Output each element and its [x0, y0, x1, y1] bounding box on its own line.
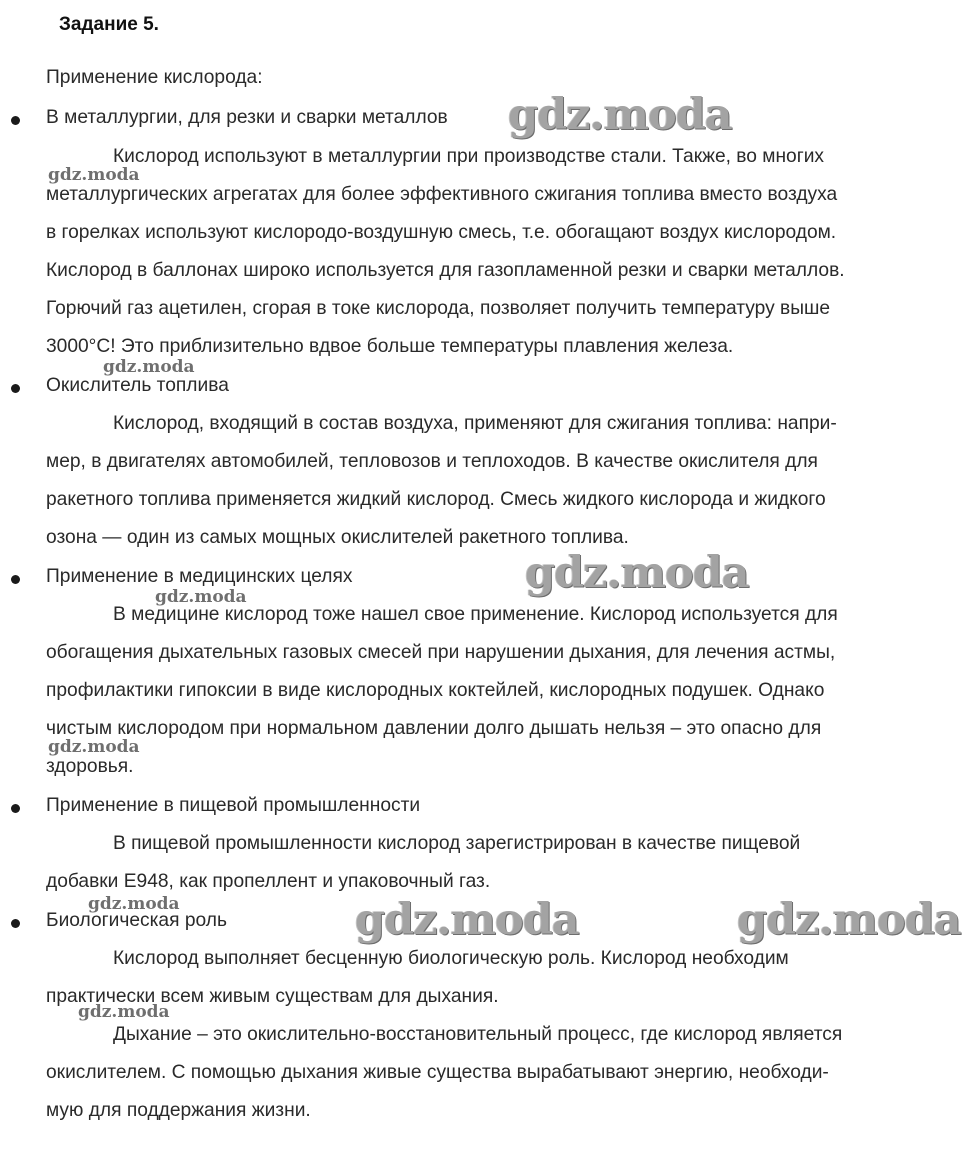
paragraph-line: практически всем живым существам для дыхания.: [46, 986, 499, 1007]
paragraph-line: Дыхание – это окислительно-восстановительный процесс, где кислород является: [113, 1024, 843, 1045]
bullet-icon: [11, 804, 20, 813]
paragraph-line: Горючий газ ацетилен, сгорая в токе кислорода, позволяет получить температуру выше: [46, 298, 831, 319]
watermark: gdz.moda: [103, 357, 195, 377]
paragraph-line: в горелках используют кислородо-воздушную смесь, т.е. обогащают воздух кислородом.: [46, 222, 837, 243]
watermark: gdz.moda: [525, 548, 749, 598]
paragraph-line: добавки Е948, как пропеллент и упаковочный газ.: [46, 871, 491, 892]
bullet-icon: [11, 919, 20, 928]
section-heading: В металлургии, для резки и сварки металлов: [46, 107, 448, 128]
paragraph-line: озона — один из самых мощных окислителей ракетного топлива.: [46, 527, 629, 548]
paragraph-line: ракетного топлива применяется жидкий кислород. Смесь жидкого кислорода и жидкого: [46, 489, 826, 510]
section-heading: Применение в медицинских целях: [46, 566, 353, 587]
section-heading: Применение в пищевой промышленности: [46, 795, 421, 816]
watermark: gdz.moda: [48, 165, 140, 185]
paragraph-line: окислителем. С помощью дыхания живые существа вырабатывают энергию, необходи-: [46, 1062, 829, 1083]
bullet-icon: [11, 575, 20, 584]
watermark: gdz.moda: [78, 1002, 170, 1022]
paragraph-line: В пищевой промышленности кислород зарегистрирован в качестве пищевой: [113, 833, 801, 854]
paragraph-line: Кислород в баллонах широко используется для газопламенной резки и сварки металлов.: [46, 260, 845, 281]
watermark: gdz.moda: [508, 90, 732, 140]
paragraph-line: мер, в двигателях автомобилей, тепловозов и теплоходов. В качестве окислителя для: [46, 451, 818, 472]
intro-text: Применение кислорода:: [46, 67, 263, 88]
bullet-icon: [11, 116, 20, 125]
section-heading: Окислитель топлива: [46, 375, 229, 396]
bullet-icon: [11, 384, 20, 393]
paragraph-line: здоровья.: [46, 756, 134, 777]
watermark: gdz.moda: [48, 737, 140, 757]
paragraph-line: Кислород, входящий в состав воздуха, применяют для сжигания топлива: напри-: [113, 413, 837, 434]
section-heading: Биологическая роль: [46, 910, 227, 931]
paragraph-line: мую для поддержания жизни.: [46, 1100, 311, 1121]
paragraph-line: чистым кислородом при нормальном давлении долго дышать нельзя – это опасно для: [46, 718, 822, 739]
watermark: gdz.moda: [737, 895, 961, 945]
paragraph-line: обогащения дыхательных газовых смесей при нарушении дыхания, для лечения астмы,: [46, 642, 836, 663]
watermark: gdz.moda: [355, 895, 579, 945]
task-title: Задание 5.: [59, 14, 159, 35]
paragraph-line: металлургических агрегатах для более эффективного сжигания топлива вместо воздуха: [46, 184, 838, 205]
paragraph-line: Кислород выполняет бесценную биологическую роль. Кислород необходим: [113, 948, 789, 969]
paragraph-line: профилактики гипоксии в виде кислородных коктейлей, кислородных подушек. Однако: [46, 680, 825, 701]
paragraph-line: 3000°С! Это приблизительно вдвое больше температуры плавления железа.: [46, 336, 734, 357]
paragraph-line: В медицине кислород тоже нашел свое применение. Кислород используется для: [113, 604, 838, 625]
watermark: gdz.moda: [155, 587, 247, 607]
paragraph-line: Кислород используют в металлургии при производстве стали. Также, во многих: [113, 146, 825, 167]
watermark: gdz.moda: [88, 894, 180, 914]
